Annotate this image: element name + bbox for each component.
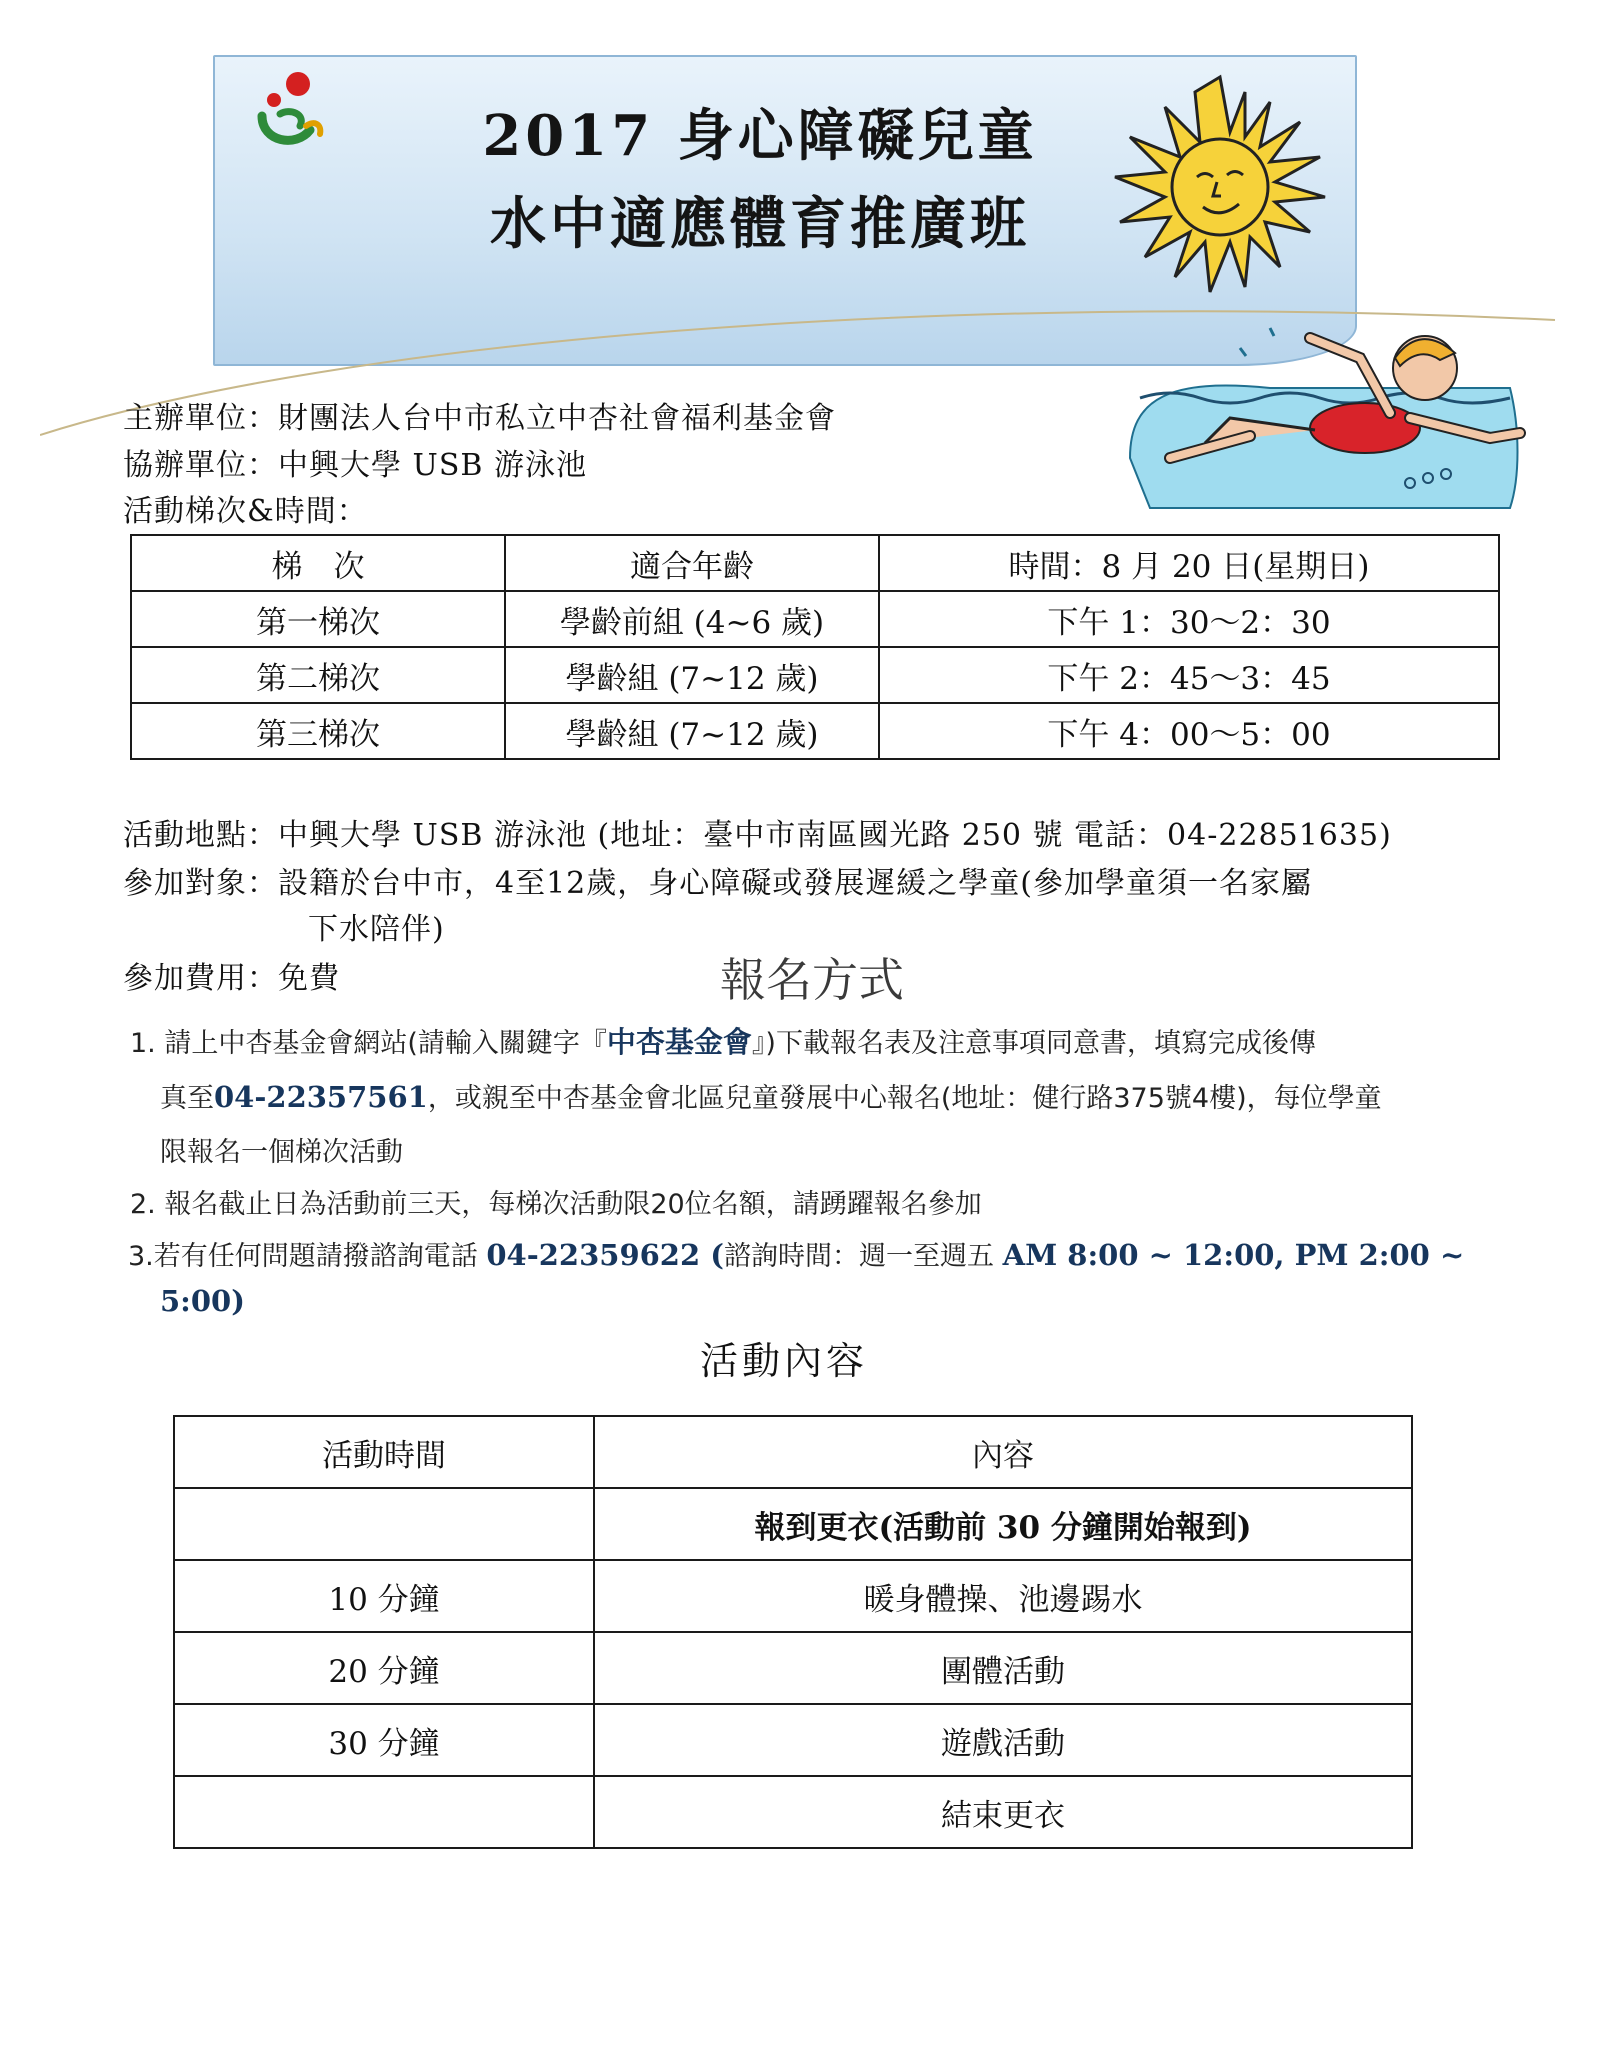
table-cell: 20 分鐘 — [174, 1632, 594, 1704]
target-line: 參加對象：設籍於台中市，4至12歲，身心障礙或發展遲緩之學童(參加學童須一名家屬 — [123, 866, 1312, 901]
table-cell: 暖身體操、池邊踢水 — [594, 1560, 1412, 1632]
table-cell: 30 分鐘 — [174, 1704, 594, 1776]
table-cell — [174, 1488, 594, 1560]
fax-number: 04-22357561 — [214, 1080, 428, 1114]
target-line-continued: 下水陪伴) — [308, 912, 445, 947]
table-cell: 學齡組 (7~12 歲) — [505, 647, 879, 703]
table-row — [174, 1488, 1412, 1560]
table-header-row — [174, 1416, 1412, 1488]
co-organizer-line: 協辦單位：中興大學 USB 游泳池 — [123, 448, 587, 483]
table-cell — [174, 1776, 594, 1848]
registration-item-3-line2: 5:00) — [160, 1284, 245, 1318]
registration-item-2: 2. 報名截止日為活動前三天，每梯次活動限20位名額，請踴躍報名參加 — [130, 1189, 982, 1220]
fee-line: 參加費用：免費 — [123, 961, 340, 996]
registration-title: 報名方式 — [720, 953, 904, 1007]
consult-phone: 04-22359622 ( — [486, 1238, 724, 1272]
table-cell: 遊戲活動 — [594, 1704, 1412, 1776]
consult-hours: AM 8:00 ~ 12:00, PM 2:00 ~ — [1002, 1238, 1465, 1272]
page-title-line1: 2017 身心障礙兒童 — [482, 103, 1038, 169]
table-cell: 下午 1：30～2：30 — [879, 591, 1499, 647]
location-line: 活動地點：中興大學 USB 游泳池 (地址：臺中市南區國光路 250 號 電話：04-22851635) — [123, 818, 1392, 853]
table-cell: 第二梯次 — [131, 647, 505, 703]
organizer-line: 主辦單位：財團法人台中市私立中杏社會福利基金會 — [123, 401, 836, 436]
table-cell: 第一梯次 — [131, 591, 505, 647]
table-row — [131, 647, 1499, 703]
table-cell: 10 分鐘 — [174, 1560, 594, 1632]
table-header: 適合年齡 — [505, 535, 879, 591]
table-cell: 報到更衣(活動前 30 分鐘開始報到) — [594, 1488, 1412, 1560]
table-header: 內容 — [594, 1416, 1412, 1488]
table-header: 時間：8 月 20 日(星期日) — [879, 535, 1499, 591]
table-cell: 下午 4：00～5：00 — [879, 703, 1499, 759]
registration-item-1: 1. 請上中杏基金會網站(請輸入關鍵字『中杏基金會』)下載報名表及注意事項同意書，填寫完成後傳 — [130, 1025, 1316, 1059]
page-title-line2: 水中適應體育推廣班 — [490, 191, 1030, 257]
sun-icon — [1105, 72, 1335, 302]
activity-title: 活動內容 — [700, 1339, 869, 1383]
table-row — [174, 1632, 1412, 1704]
registration-item-3: 3.若有任何問題請撥諮詢電話 04-22359622 (諮詢時間：週一至週五 AM 8:00 ~ 12:00, PM 2:00 ~ — [128, 1238, 1465, 1272]
table-row — [131, 703, 1499, 759]
table-cell: 學齡組 (7~12 歲) — [505, 703, 879, 759]
keyword-highlight: 中杏基金會 — [606, 1025, 752, 1059]
table-cell: 下午 2：45～3：45 — [879, 647, 1499, 703]
table-header: 活動時間 — [174, 1416, 594, 1488]
foundation-logo-icon — [250, 68, 330, 158]
table-row — [174, 1560, 1412, 1632]
table-row — [131, 591, 1499, 647]
table-cell: 第三梯次 — [131, 703, 505, 759]
registration-item-1-line2: 真至04-22357561，或親至中杏基金會北區兒童發展中心報名(地址：健行路375號4樓)，每位學童 — [160, 1080, 1382, 1114]
schedule-label: 活動梯次&時間： — [123, 494, 368, 529]
table-cell: 學齡前組 (4~6 歲) — [505, 591, 879, 647]
activity-table — [173, 1415, 1413, 1849]
table-header-row — [131, 535, 1499, 591]
table-row — [174, 1776, 1412, 1848]
swimmer-illustration — [1110, 318, 1530, 518]
table-cell: 團體活動 — [594, 1632, 1412, 1704]
table-row — [174, 1704, 1412, 1776]
table-header: 梯 次 — [131, 535, 505, 591]
schedule-table — [130, 534, 1500, 760]
table-cell: 結束更衣 — [594, 1776, 1412, 1848]
registration-item-1-line3: 限報名一個梯次活動 — [160, 1137, 403, 1168]
